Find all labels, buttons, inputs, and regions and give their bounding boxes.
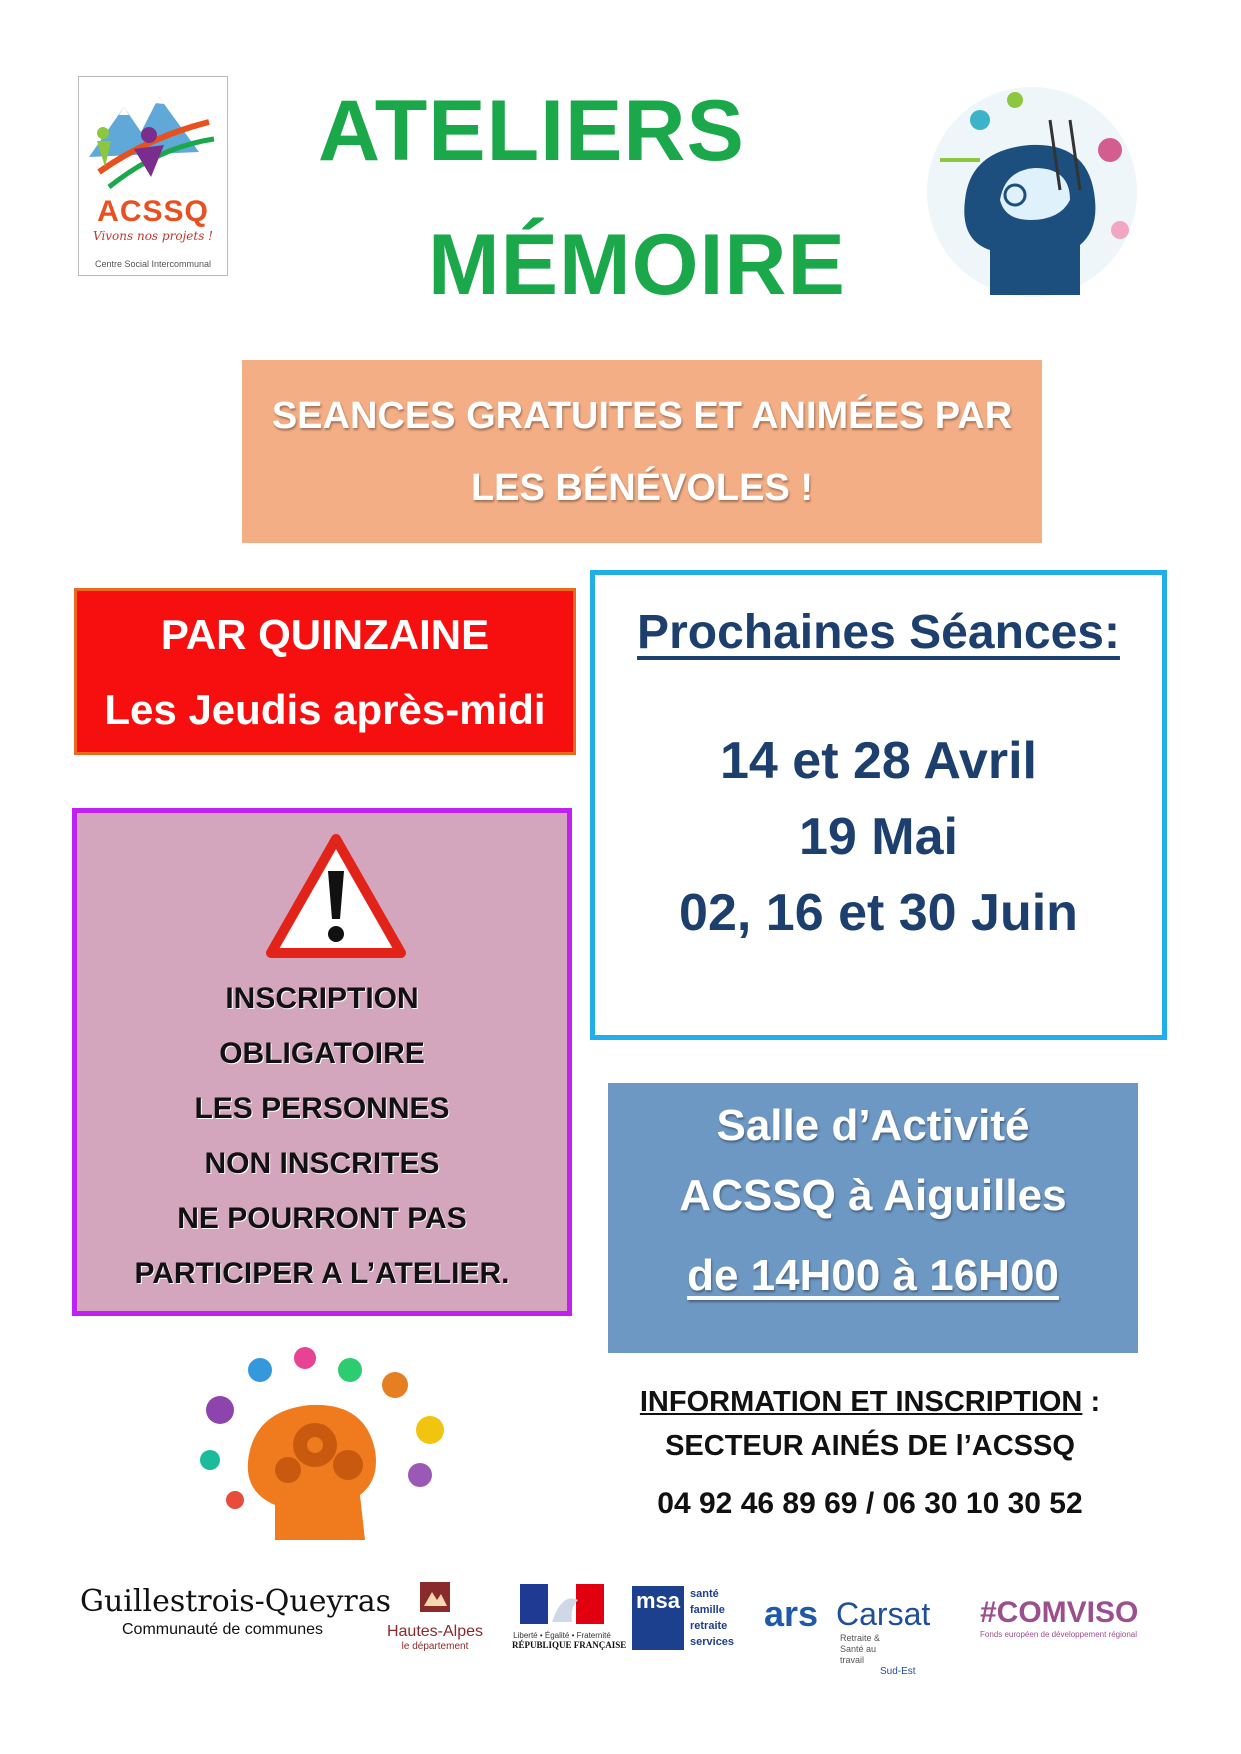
guillestrois-name: Guillestrois-Queyras: [80, 1584, 392, 1619]
info-title-text: INFORMATION ET INSCRIPTION: [639, 1386, 1083, 1418]
carsat-tag: Retraite & Santé au travail: [840, 1633, 881, 1665]
hautes-alpes-sub: le département: [401, 1641, 469, 1652]
msa-line: santé: [690, 1588, 719, 1600]
sessions-dates: [595, 723, 1162, 951]
registration-warning-box: [72, 808, 572, 1316]
partner-logos: [80, 1572, 1160, 1677]
mountain-logo-icon: [79, 77, 227, 195]
venue-box: [608, 1083, 1138, 1353]
warning-line: NE POURRONT PAS: [177, 1202, 467, 1235]
venue-line-2: ACSSQ à Aiguilles: [679, 1171, 1067, 1220]
information-block: [590, 1380, 1150, 1532]
acssq-logo: [78, 76, 228, 276]
republique-motto: Liberté • Égalité • Fraternité: [513, 1631, 611, 1640]
carsat-name: Carsat: [836, 1596, 931, 1632]
warning-line: OBLIGATOIRE: [219, 1037, 425, 1070]
msa-line: services: [690, 1636, 735, 1648]
warning-text: [77, 971, 567, 1301]
session-date: 19 Mai: [799, 808, 958, 866]
info-phones: 04 92 46 89 69 / 06 30 10 30 52: [657, 1487, 1083, 1520]
hautes-alpes-crest-icon: [418, 1580, 452, 1614]
marianne-flag-icon: [512, 1582, 612, 1626]
comviso-name: #COMVISO: [980, 1596, 1139, 1629]
republique-francaise-logo: [512, 1582, 627, 1650]
head-ideas-illustration-icon: [920, 80, 1145, 305]
info-title: [590, 1380, 1150, 1424]
msa-line: famille: [690, 1604, 725, 1616]
carsat-logo: [836, 1596, 966, 1677]
carsat-region: Sud-Est: [880, 1666, 916, 1677]
ars-logo: [758, 1593, 824, 1634]
info-sector: SECTEUR AINÉS DE l’ACSSQ: [665, 1430, 1075, 1462]
msa-box: msa: [632, 1586, 684, 1650]
sessions-box: [590, 570, 1167, 1040]
frequency-box: [74, 588, 576, 755]
msa-logo: [632, 1586, 742, 1650]
sessions-title: Prochaines Séances:: [637, 606, 1120, 659]
guillestrois-queyras-logo: [80, 1584, 392, 1639]
venue-line-1: Salle d’Activité: [716, 1101, 1030, 1150]
page-title-line-2: MÉMOIRE: [428, 217, 846, 313]
warning-line: NON INSCRITES: [204, 1147, 440, 1180]
frequency-line-1: PAR QUINZAINE: [160, 610, 490, 658]
banner-line-1: SEANCES GRATUITES ET ANIMÉES PAR: [271, 394, 1013, 437]
warning-line: PARTICIPER A L’ATELIER.: [134, 1257, 510, 1290]
guillestrois-sub: Communauté de communes: [122, 1621, 323, 1638]
venue-hours: de 14H00 à 16H00: [687, 1251, 1059, 1300]
logo-subtitle: Centre Social Intercommunal: [94, 259, 212, 269]
warning-line: INSCRIPTION: [225, 982, 419, 1015]
republique-name: RÉPUBLIQUE FRANÇAISE: [512, 1640, 627, 1650]
session-date: 02, 16 et 30 Juin: [679, 884, 1078, 942]
logo-slogan: Vivons nos projets !: [92, 229, 213, 243]
warning-line: LES PERSONNES: [194, 1092, 450, 1125]
ars-name: ars: [763, 1593, 819, 1634]
hautes-alpes-logo: [380, 1580, 490, 1652]
comviso-sub: Fonds européen de développement régional: [980, 1630, 1138, 1639]
info-title-suffix: :: [1082, 1386, 1101, 1418]
comviso-logo: [980, 1586, 1140, 1639]
logo-name: ACSSQ: [97, 195, 209, 228]
msa-text: [690, 1586, 734, 1650]
brain-gears-illustration-icon: [180, 1340, 470, 1540]
msa-line: retraite: [690, 1620, 728, 1632]
page-title-line-1: ATELIERS: [318, 83, 745, 179]
hautes-alpes-name: Hautes-Alpes: [386, 1623, 484, 1640]
warning-triangle-icon: [265, 833, 407, 961]
banner-line-2: LES BÉNÉVOLES !: [470, 466, 814, 509]
session-date: 14 et 28 Avril: [719, 732, 1037, 790]
frequency-line-2: Les Jeudis après-midi: [104, 685, 546, 733]
free-sessions-banner: [242, 360, 1042, 543]
